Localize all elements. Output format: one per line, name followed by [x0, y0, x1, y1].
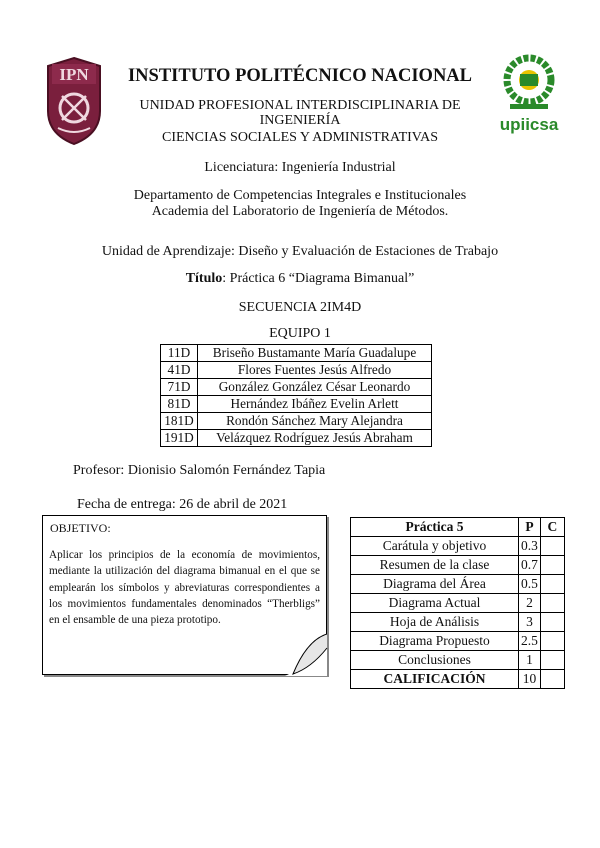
- grade-total-label: CALIFICACIÓN: [351, 670, 519, 689]
- grade-p: 2: [519, 594, 541, 613]
- team-name: Hernández Ibáñez Evelin Arlett: [198, 396, 432, 413]
- grade-p: 0.7: [519, 556, 541, 575]
- grade-total-row: [351, 670, 565, 689]
- grade-c: [540, 575, 564, 594]
- table-row: [351, 594, 565, 613]
- table-row: [161, 413, 432, 430]
- team-table: [160, 344, 432, 447]
- upiicsa-logo-text: upiicsa: [499, 115, 559, 134]
- grade-c: [540, 632, 564, 651]
- grade-p: 3: [519, 613, 541, 632]
- table-row: [161, 345, 432, 362]
- grade-c: [540, 556, 564, 575]
- team-id: 191D: [161, 430, 198, 447]
- title-value: : Práctica 6 “Diagrama Bimanual”: [222, 271, 415, 286]
- grade-p: 1: [519, 651, 541, 670]
- academy: Academia del Laboratorio de Ingeniería de Métodos.: [151, 204, 449, 219]
- team-id: 11D: [161, 345, 198, 362]
- team-name: González González César Leonardo: [198, 379, 432, 396]
- team-name: Rondón Sánchez Mary Alejandra: [198, 413, 432, 430]
- unit-line-2: CIENCIAS SOCIALES Y ADMINISTRATIVAS: [161, 130, 438, 145]
- grade-c: [540, 594, 564, 613]
- grade-c: [540, 651, 564, 670]
- sequence: SECUENCIA 2IM4D: [238, 300, 362, 315]
- team-id: 71D: [161, 379, 198, 396]
- page-fold-icon: [285, 632, 329, 678]
- table-row: [161, 430, 432, 447]
- grade-item: Resumen de la clase: [351, 556, 519, 575]
- table-row: [351, 613, 565, 632]
- grade-p: 2.5: [519, 632, 541, 651]
- table-row: [351, 651, 565, 670]
- table-row: [161, 379, 432, 396]
- grade-item: Diagrama Actual: [351, 594, 519, 613]
- team-label: EQUIPO 1: [269, 326, 331, 341]
- team-name: Flores Fuentes Jesús Alfredo: [198, 362, 432, 379]
- table-row: [351, 575, 565, 594]
- grade-item: Carátula y objetivo: [351, 537, 519, 556]
- grade-header-c: C: [540, 518, 564, 537]
- grade-p: 0.3: [519, 537, 541, 556]
- grade-item: Diagrama Propuesto: [351, 632, 519, 651]
- institution-title: INSTITUTO POLITÉCNICO NACIONAL: [127, 66, 473, 86]
- upiicsa-logo: [490, 52, 568, 139]
- grade-total-c: [540, 670, 564, 689]
- grade-header-p: P: [519, 518, 541, 537]
- grade-p: 0.5: [519, 575, 541, 594]
- title-label: Título: [185, 271, 223, 286]
- unit-line-1: UNIDAD PROFESIONAL INTERDISCIPLINARIA DE INGENIERÍA: [139, 98, 461, 128]
- grade-item: Conclusiones: [351, 651, 519, 670]
- team-id: 181D: [161, 413, 198, 430]
- grade-item: Diagrama del Área: [351, 575, 519, 594]
- degree: Licenciatura: Ingeniería Industrial: [204, 160, 396, 175]
- professor: Profesor: Dionisio Salomón Fernández Tapia: [73, 463, 326, 478]
- grade-total-p: 10: [519, 670, 541, 689]
- team-name: Briseño Bustamante María Guadalupe: [198, 345, 432, 362]
- objective-title: OBJETIVO:: [50, 521, 111, 535]
- table-row: [351, 632, 565, 651]
- table-row: [351, 556, 565, 575]
- grade-header-item: Práctica 5: [351, 518, 519, 537]
- ipn-logo-text: IPN: [59, 65, 89, 84]
- grade-c: [540, 613, 564, 632]
- grade-header-row: [351, 518, 565, 537]
- objective-text: Aplicar los principios de la economía de movimientos, mediante la utilización del diagrama bimanual en el que se emplearán los símbolos y abreviaturas correspondientes a los movimientos fundamentales denominados “Therbligs” en el ensamble de una pieza prototipo.: [49, 549, 320, 627]
- practice-title: [0, 271, 600, 287]
- grade-item: Hoja de Análisis: [351, 613, 519, 632]
- table-row: [161, 362, 432, 379]
- due-date: Fecha de entrega: 26 de abril de 2021: [77, 497, 288, 512]
- team-id: 41D: [161, 362, 198, 379]
- department: Departamento de Competencias Integrales e Institucionales: [133, 188, 467, 203]
- table-row: [161, 396, 432, 413]
- learning-unit: Unidad de Aprendizaje: Diseño y Evaluación de Estaciones de Trabajo: [101, 244, 499, 259]
- grade-c: [540, 537, 564, 556]
- table-row: [351, 537, 565, 556]
- team-id: 81D: [161, 396, 198, 413]
- team-name: Velázquez Rodríguez Jesús Abraham: [198, 430, 432, 447]
- grade-table: [350, 517, 565, 689]
